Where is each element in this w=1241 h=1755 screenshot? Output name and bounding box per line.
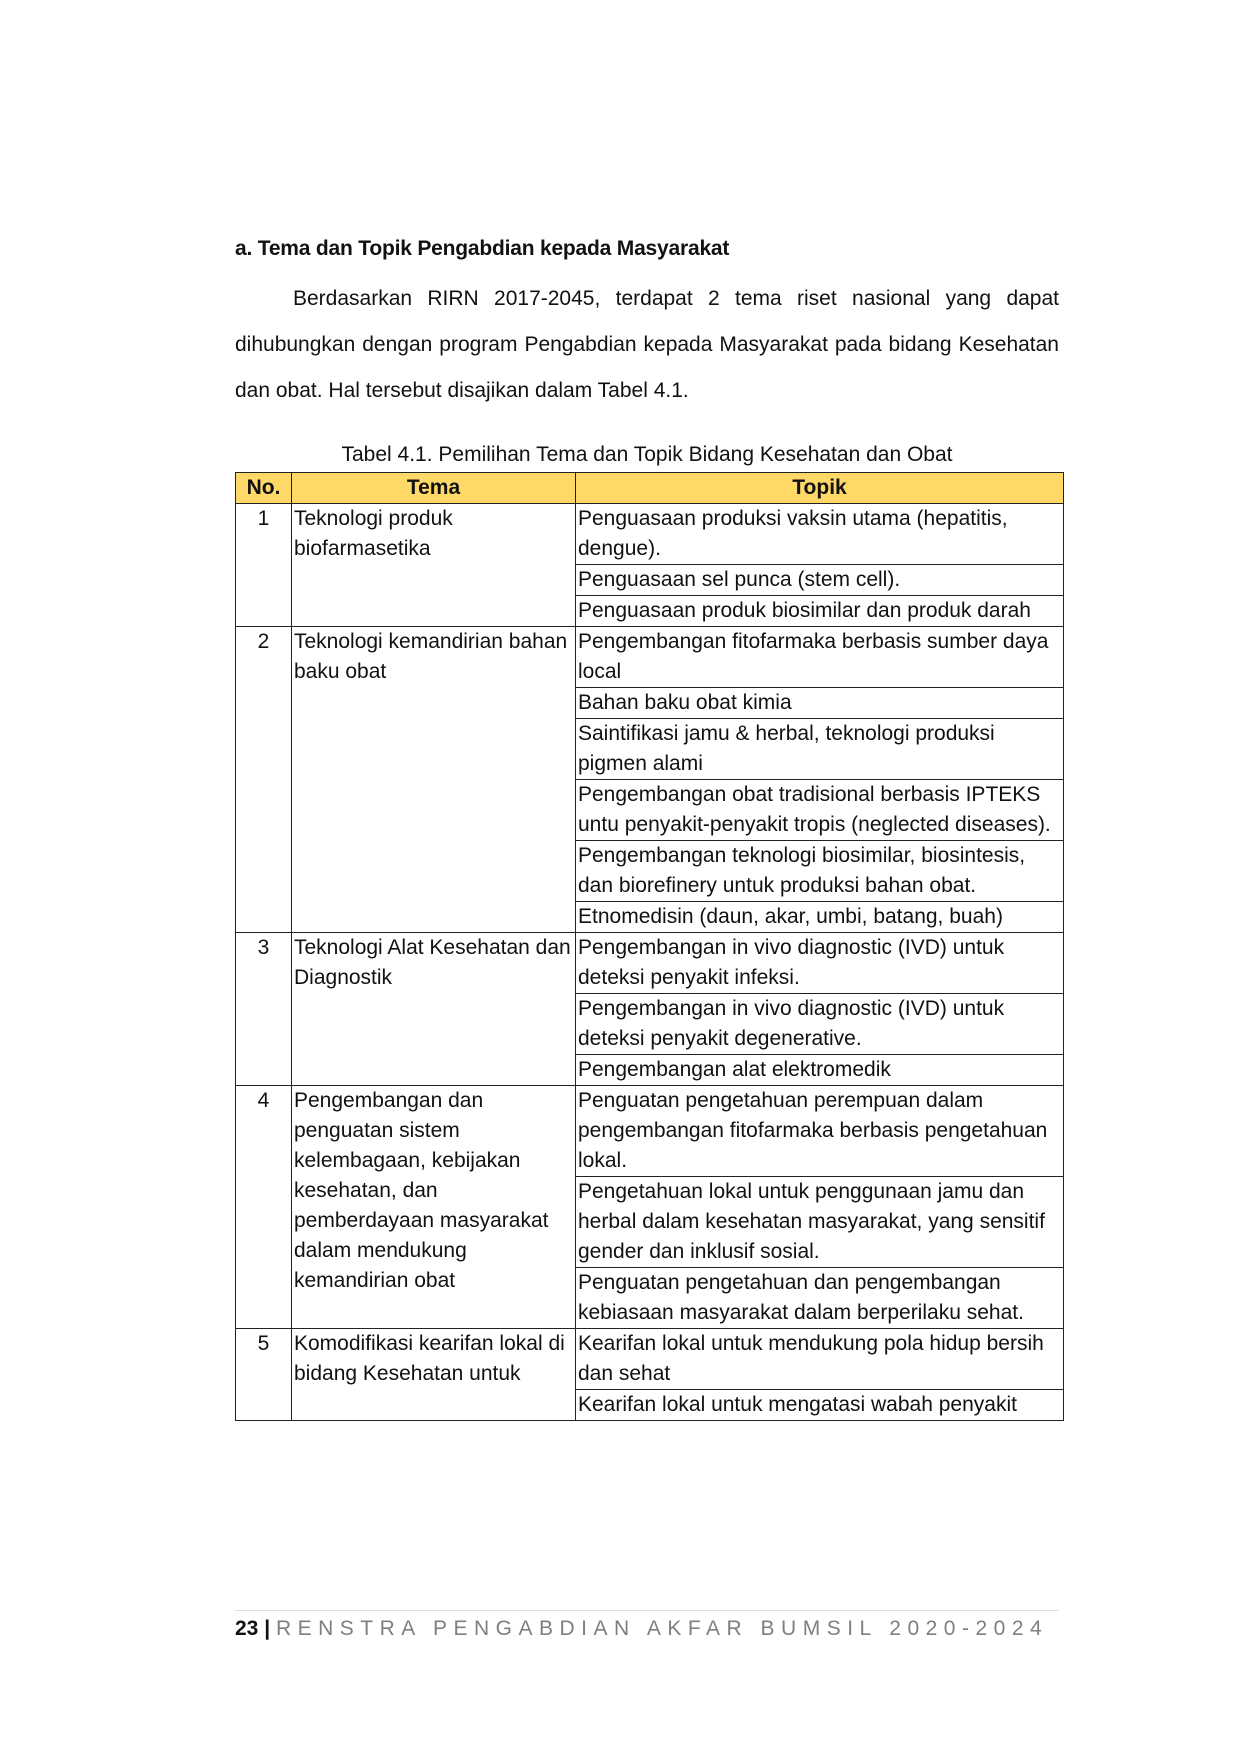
row-number: 4 xyxy=(236,1086,292,1329)
row-topik: Penguatan pengetahuan perempuan dalam pengembangan fitofarmaka berbasis pengetahuan lokal. xyxy=(576,1086,1064,1177)
table-row xyxy=(236,1329,1064,1390)
footer-separator: | xyxy=(264,1617,271,1640)
table-row xyxy=(236,627,1064,688)
page-footer xyxy=(235,1617,1048,1641)
row-topik: Saintifikasi jamu & herbal, teknologi produksi pigmen alami xyxy=(576,719,1064,780)
row-topik: Kearifan lokal untuk mengatasi wabah penyakit xyxy=(576,1390,1064,1421)
table-caption: Tabel 4.1. Pemilihan Tema dan Topik Bidang Kesehatan dan Obat xyxy=(341,443,953,466)
table-row xyxy=(236,933,1064,994)
row-number: 5 xyxy=(236,1329,292,1421)
row-topik: Kearifan lokal untuk mendukung pola hidup bersih dan sehat xyxy=(576,1329,1064,1390)
row-tema: Komodifikasi kearifan lokal di bidang Kesehatan untuk xyxy=(292,1329,576,1421)
theme-topic-table xyxy=(235,472,1064,1421)
header-no: No. xyxy=(236,473,292,504)
row-tema: Teknologi kemandirian bahan baku obat xyxy=(292,627,576,933)
intro-paragraph-text: Berdasarkan RIRN 2017-2045, terdapat 2 tema riset nasional yang dapat dihubungkan dengan program Pengabdian kepada Masyarakat pada bidang Kesehatan dan obat. Hal tersebut disajikan dalam Tabel 4.1. xyxy=(235,287,1059,402)
row-number: 3 xyxy=(236,933,292,1086)
row-topik: Pengembangan teknologi biosimilar, biosintesis, dan biorefinery untuk produksi bahan obat. xyxy=(576,841,1064,902)
row-number: 1 xyxy=(236,504,292,627)
row-topik: Pengembangan fitofarmaka berbasis sumber daya local xyxy=(576,627,1064,688)
row-topik: Etnomedisin (daun, akar, umbi, batang, buah) xyxy=(576,902,1064,933)
row-topik: Pengetahuan lokal untuk penggunaan jamu dan herbal dalam kesehatan masyarakat, yang sensitif gender dan inklusif sosial. xyxy=(576,1177,1064,1268)
row-number: 2 xyxy=(236,627,292,933)
row-topik: Penguatan pengetahuan dan pengembangan kebiasaan masyarakat dalam berperilaku sehat. xyxy=(576,1268,1064,1329)
footer-divider xyxy=(235,1610,1059,1611)
intro-paragraph xyxy=(235,276,1059,414)
row-topik: Pengembangan in vivo diagnostic (IVD) untuk deteksi penyakit infeksi. xyxy=(576,933,1064,994)
row-tema: Teknologi produk biofarmasetika xyxy=(292,504,576,627)
row-tema: Teknologi Alat Kesehatan dan Diagnostik xyxy=(292,933,576,1086)
section-heading: a. Tema dan Topik Pengabdian kepada Masyarakat xyxy=(235,237,730,260)
row-topik: Penguasaan produksi vaksin utama (hepatitis, dengue). xyxy=(576,504,1064,565)
row-topik: Pengembangan alat elektromedik xyxy=(576,1055,1064,1086)
row-topik: Penguasaan produk biosimilar dan produk darah xyxy=(576,596,1064,627)
row-topik: Pengembangan in vivo diagnostic (IVD) untuk deteksi penyakit degenerative. xyxy=(576,994,1064,1055)
row-topik: Pengembangan obat tradisional berbasis IPTEKS untu penyakit-penyakit tropis (neglected diseases). xyxy=(576,780,1064,841)
table-header-row xyxy=(236,473,1064,504)
header-tema: Tema xyxy=(292,473,576,504)
header-topik: Topik xyxy=(576,473,1064,504)
page-number: 23 xyxy=(235,1617,259,1640)
row-tema: Pengembangan dan penguatan sistem kelembagaan, kebijakan kesehatan, dan pemberdayaan masyarakat dalam mendukung kemandirian obat xyxy=(292,1086,576,1329)
row-topik: Penguasaan sel punca (stem cell). xyxy=(576,565,1064,596)
table-row xyxy=(236,1086,1064,1177)
table-row xyxy=(236,504,1064,565)
row-topik: Bahan baku obat kimia xyxy=(576,688,1064,719)
footer-title: RENSTRA PENGABDIAN AKFAR BUMSIL 2020-2024 xyxy=(275,1617,1049,1640)
